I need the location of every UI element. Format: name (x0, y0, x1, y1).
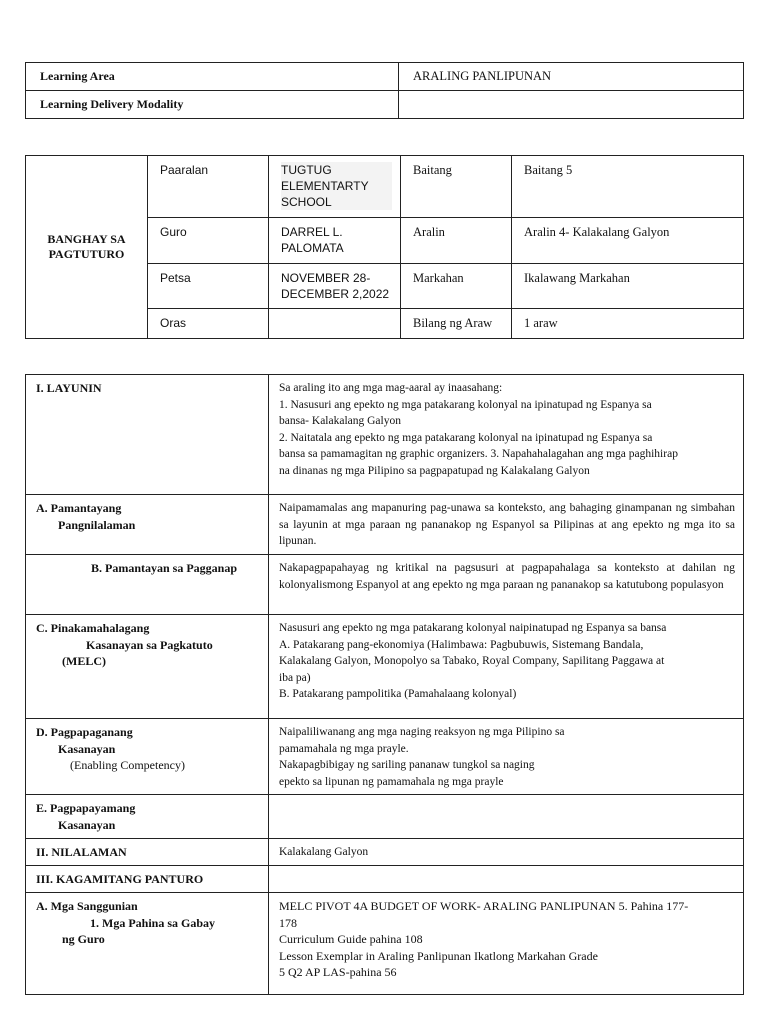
pamantayan-pagganap-text: Nakapagpapahayag ng kritikal na pagsusuri at pagpapahalaga sa konteksto at dahilan ng kolonyalismong Espanyol at ang epekto ng mga paraan ng pananakop sa katutubong populasyon (269, 555, 744, 615)
pamantayang-pangnilalaman-label (26, 495, 269, 555)
label-line: A. Mga Sanggunian (36, 899, 138, 913)
layunin-line: 1. Nasusuri ang epekto ng mga patakarang kolonyal na ipinatupad ng Espanya sa (279, 398, 652, 411)
nilalaman-label: II. NILALAMAN (26, 839, 269, 866)
melc-line: B. Patakarang pampolitika (Pamahalaang kolonyal) (279, 688, 517, 700)
sanggunian-row (26, 893, 744, 995)
label-line: (MELC) (62, 654, 106, 668)
enabling-competency-text (269, 719, 744, 795)
layunin-line: bansa sa pamamagitan ng graphic organizers. 3. Napahahalagahan ang mga paghihirap (279, 448, 678, 460)
sanggunian-line: Lesson Exemplar in Araling Panlipunan Ikatlong Markahan Grade (279, 948, 598, 963)
learning-area-row (26, 63, 744, 91)
sanggunian-line: MELC PIVOT 4A BUDGET OF WORK- ARALING PANLIPUNAN 5. Pahina 177- (279, 899, 689, 913)
melc-label (26, 615, 269, 719)
melc-line: iba pa) (279, 671, 311, 684)
pamantayang-pangnilalaman-text: Naipamamalas ang mapanuring pag-unawa sa konteksto, ang bahaging ginampanan ng simbahan sa layunin at mga paraan ng pananakop ng Espanyol sa Pilipinas at ang epekto ng mga ito sa lipunan. (269, 495, 744, 555)
melc-row (26, 615, 744, 719)
plan-title-line: PAGTUTURO (48, 247, 125, 261)
layunin-line: Sa araling ito ang mga mag-aaral ay inaasahang: (279, 382, 503, 394)
baitang-value: Baitang 5 (512, 156, 744, 218)
petsa-label: Petsa (148, 264, 269, 309)
guro-value (269, 218, 401, 264)
learning-area-table (25, 62, 744, 119)
kagamitang-row (26, 866, 744, 893)
pagpapayamang-row (26, 795, 744, 839)
markahan-label: Markahan (401, 264, 512, 309)
kagamitang-label: III. KAGAMITANG PANTURO (26, 866, 269, 893)
enabling-competency-row (26, 719, 744, 795)
melc-line: A. Patakarang pang-ekonomiya (Halimbawa: Pagbubuwis, Sistemang Bandala, (279, 638, 644, 651)
modality-row (26, 91, 744, 119)
enabling-line: epekto sa lipunan ng pamamahala ng mga prayle (279, 775, 504, 788)
petsa-value (269, 264, 401, 309)
pamantayan-pagganap-label: B. Pamantayan sa Pagganap (26, 555, 269, 615)
enabling-competency-label (26, 719, 269, 795)
enabling-line: pamamahala ng mga prayle. (279, 742, 409, 755)
sanggunian-line: Curriculum Guide pahina 108 (279, 932, 423, 946)
plan-title-line: BANGHAY SA (47, 232, 126, 246)
plan-title (26, 156, 148, 339)
bilang-label: Bilang ng Araw (401, 309, 512, 339)
paaralan-line: TUGTUG (281, 162, 392, 178)
oras-label: Oras (148, 309, 269, 339)
lesson-content-table (25, 374, 744, 995)
sanggunian-label (26, 893, 269, 995)
pagpapayamang-label (26, 795, 269, 839)
petsa-line: DECEMBER 2,2022 (281, 287, 390, 301)
bilang-value: 1 araw (512, 309, 744, 339)
pagpapayamang-text (269, 795, 744, 839)
melc-line: Kalakalang Galyon, Monopolyo sa Tabako, Royal Company, Sapilitang Paggawa at (279, 655, 665, 667)
label-line: D. Pagpapaganang (36, 725, 133, 739)
nilalaman-text: Kalakalang Galyon (269, 839, 744, 866)
markahan-value: Ikalawang Markahan (512, 264, 744, 309)
layunin-line: na dinanas ng mga Pilipino sa pagpapatupad ng Kalakalang Galyon (279, 464, 590, 477)
label-line: C. Pinakamahalagang (36, 621, 150, 635)
layunin-row (26, 375, 744, 495)
kagamitang-text (269, 866, 744, 893)
label-line: (Enabling Competency) (70, 758, 185, 772)
guro-line: DARREL L. (281, 225, 343, 239)
sanggunian-text (269, 893, 744, 995)
nilalaman-row (26, 839, 744, 866)
modality-value (399, 91, 744, 119)
paaralan-value (269, 156, 401, 218)
oras-value (269, 309, 401, 339)
layunin-line: bansa- Kalakalang Galyon (279, 415, 401, 427)
label-line: Kasanayan (58, 741, 116, 756)
modality-label: Learning Delivery Modality (26, 91, 399, 119)
enabling-line: Naipaliliwanang ang mga naging reaksyon ng mga Pilipino sa (279, 726, 565, 738)
melc-line: Nasusuri ang epekto ng mga patakarang kolonyal naipinatupad ng Espanya sa bansa (279, 622, 667, 634)
layunin-line: 2. Naitatala ang epekto ng mga patakarang kolonyal na ipinatupad ng Espanya sa (279, 431, 653, 444)
aralin-value: Aralin 4- Kalakalang Galyon (512, 218, 744, 264)
learning-area-value: ARALING PANLIPUNAN (399, 63, 744, 91)
label-line: 1. Mga Pahina sa Gabay (90, 915, 216, 930)
label-line: Pangnilalaman (58, 517, 136, 532)
enabling-line: Nakapagbibigay ng sariling pananaw tungkol sa naging (279, 759, 535, 771)
label-line: E. Pagpapayamang (36, 801, 136, 815)
label-line: A. Pamantayang (36, 501, 122, 515)
layunin-text (269, 375, 744, 495)
layunin-label: I. LAYUNIN (26, 375, 269, 495)
label-line: Kasanayan sa Pagkatuto (86, 637, 213, 652)
petsa-line: NOVEMBER 28- (281, 271, 371, 285)
sanggunian-line: 5 Q2 AP LAS-pahina 56 (279, 965, 397, 979)
melc-text (269, 615, 744, 719)
pamantayan-pagganap-row (26, 555, 744, 615)
lesson-plan-header-table (25, 155, 744, 339)
sanggunian-line: 178 (279, 915, 297, 930)
label-line: Kasanayan (58, 817, 116, 832)
guro-label: Guro (148, 218, 269, 264)
label-line: ng Guro (62, 932, 105, 946)
guro-line: PALOMATA (281, 241, 344, 255)
learning-area-label: Learning Area (26, 63, 399, 91)
baitang-label: Baitang (401, 156, 512, 218)
paaralan-line: SCHOOL (281, 194, 392, 210)
paaralan-label: Paaralan (148, 156, 269, 218)
paaralan-line: ELEMENTARTY (281, 178, 392, 194)
aralin-label: Aralin (401, 218, 512, 264)
pamantayang-pangnilalaman-row (26, 495, 744, 555)
